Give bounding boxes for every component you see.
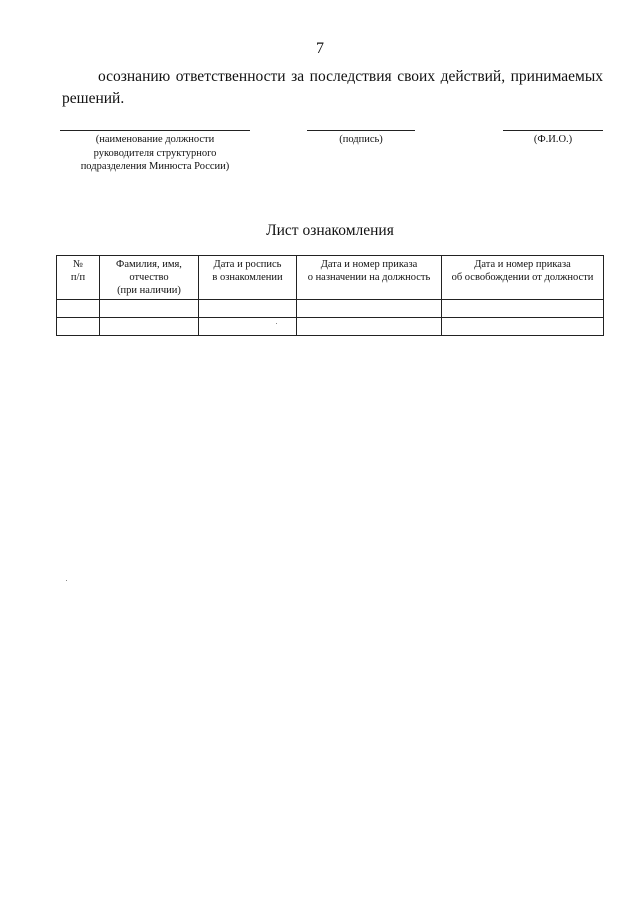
signature-line <box>307 130 415 131</box>
table-cell <box>57 300 100 318</box>
table-cell <box>100 318 199 336</box>
header-dismissal-order: Дата и номер приказа об освобождении от должности <box>442 256 604 300</box>
name-block <box>503 130 603 147</box>
signature-caption: (подпись) <box>339 134 383 145</box>
header-full-name: Фамилия, имя, отчество (при наличии) <box>100 256 199 300</box>
header-date-signature: Дата и роспись в ознакомлении <box>199 256 297 300</box>
table-header-row <box>57 256 604 300</box>
position-caption-line-1: (наименование должности <box>95 134 215 145</box>
body-paragraph: осознанию ответственности за последствия своих действий, принимаемых решений. <box>62 68 603 107</box>
table-row <box>57 318 604 336</box>
header-number: № п/п <box>57 256 100 300</box>
signature-block <box>307 130 415 147</box>
table-cell <box>199 300 297 318</box>
table-cell <box>57 318 100 336</box>
scan-speck <box>276 323 277 324</box>
table-cell <box>297 318 442 336</box>
name-caption: (Ф.И.О.) <box>533 134 573 145</box>
table-row <box>57 300 604 318</box>
page-number: 7 <box>316 40 324 57</box>
name-line <box>503 130 603 131</box>
acknowledgement-table <box>56 255 604 336</box>
table-cell <box>442 300 604 318</box>
header-appointment-order: Дата и номер приказа о назначении на должность <box>297 256 442 300</box>
table-cell <box>297 300 442 318</box>
scan-speck <box>66 580 67 581</box>
position-signature-block <box>60 130 250 174</box>
position-caption-line-3: подразделения Минюста России) <box>80 161 230 172</box>
table-cell <box>199 318 297 336</box>
table-cell <box>442 318 604 336</box>
table-cell <box>100 300 199 318</box>
position-line <box>60 130 250 131</box>
position-caption-line-2: руководителя структурного <box>93 147 217 159</box>
sheet-title: Лист ознакомления <box>266 222 394 239</box>
